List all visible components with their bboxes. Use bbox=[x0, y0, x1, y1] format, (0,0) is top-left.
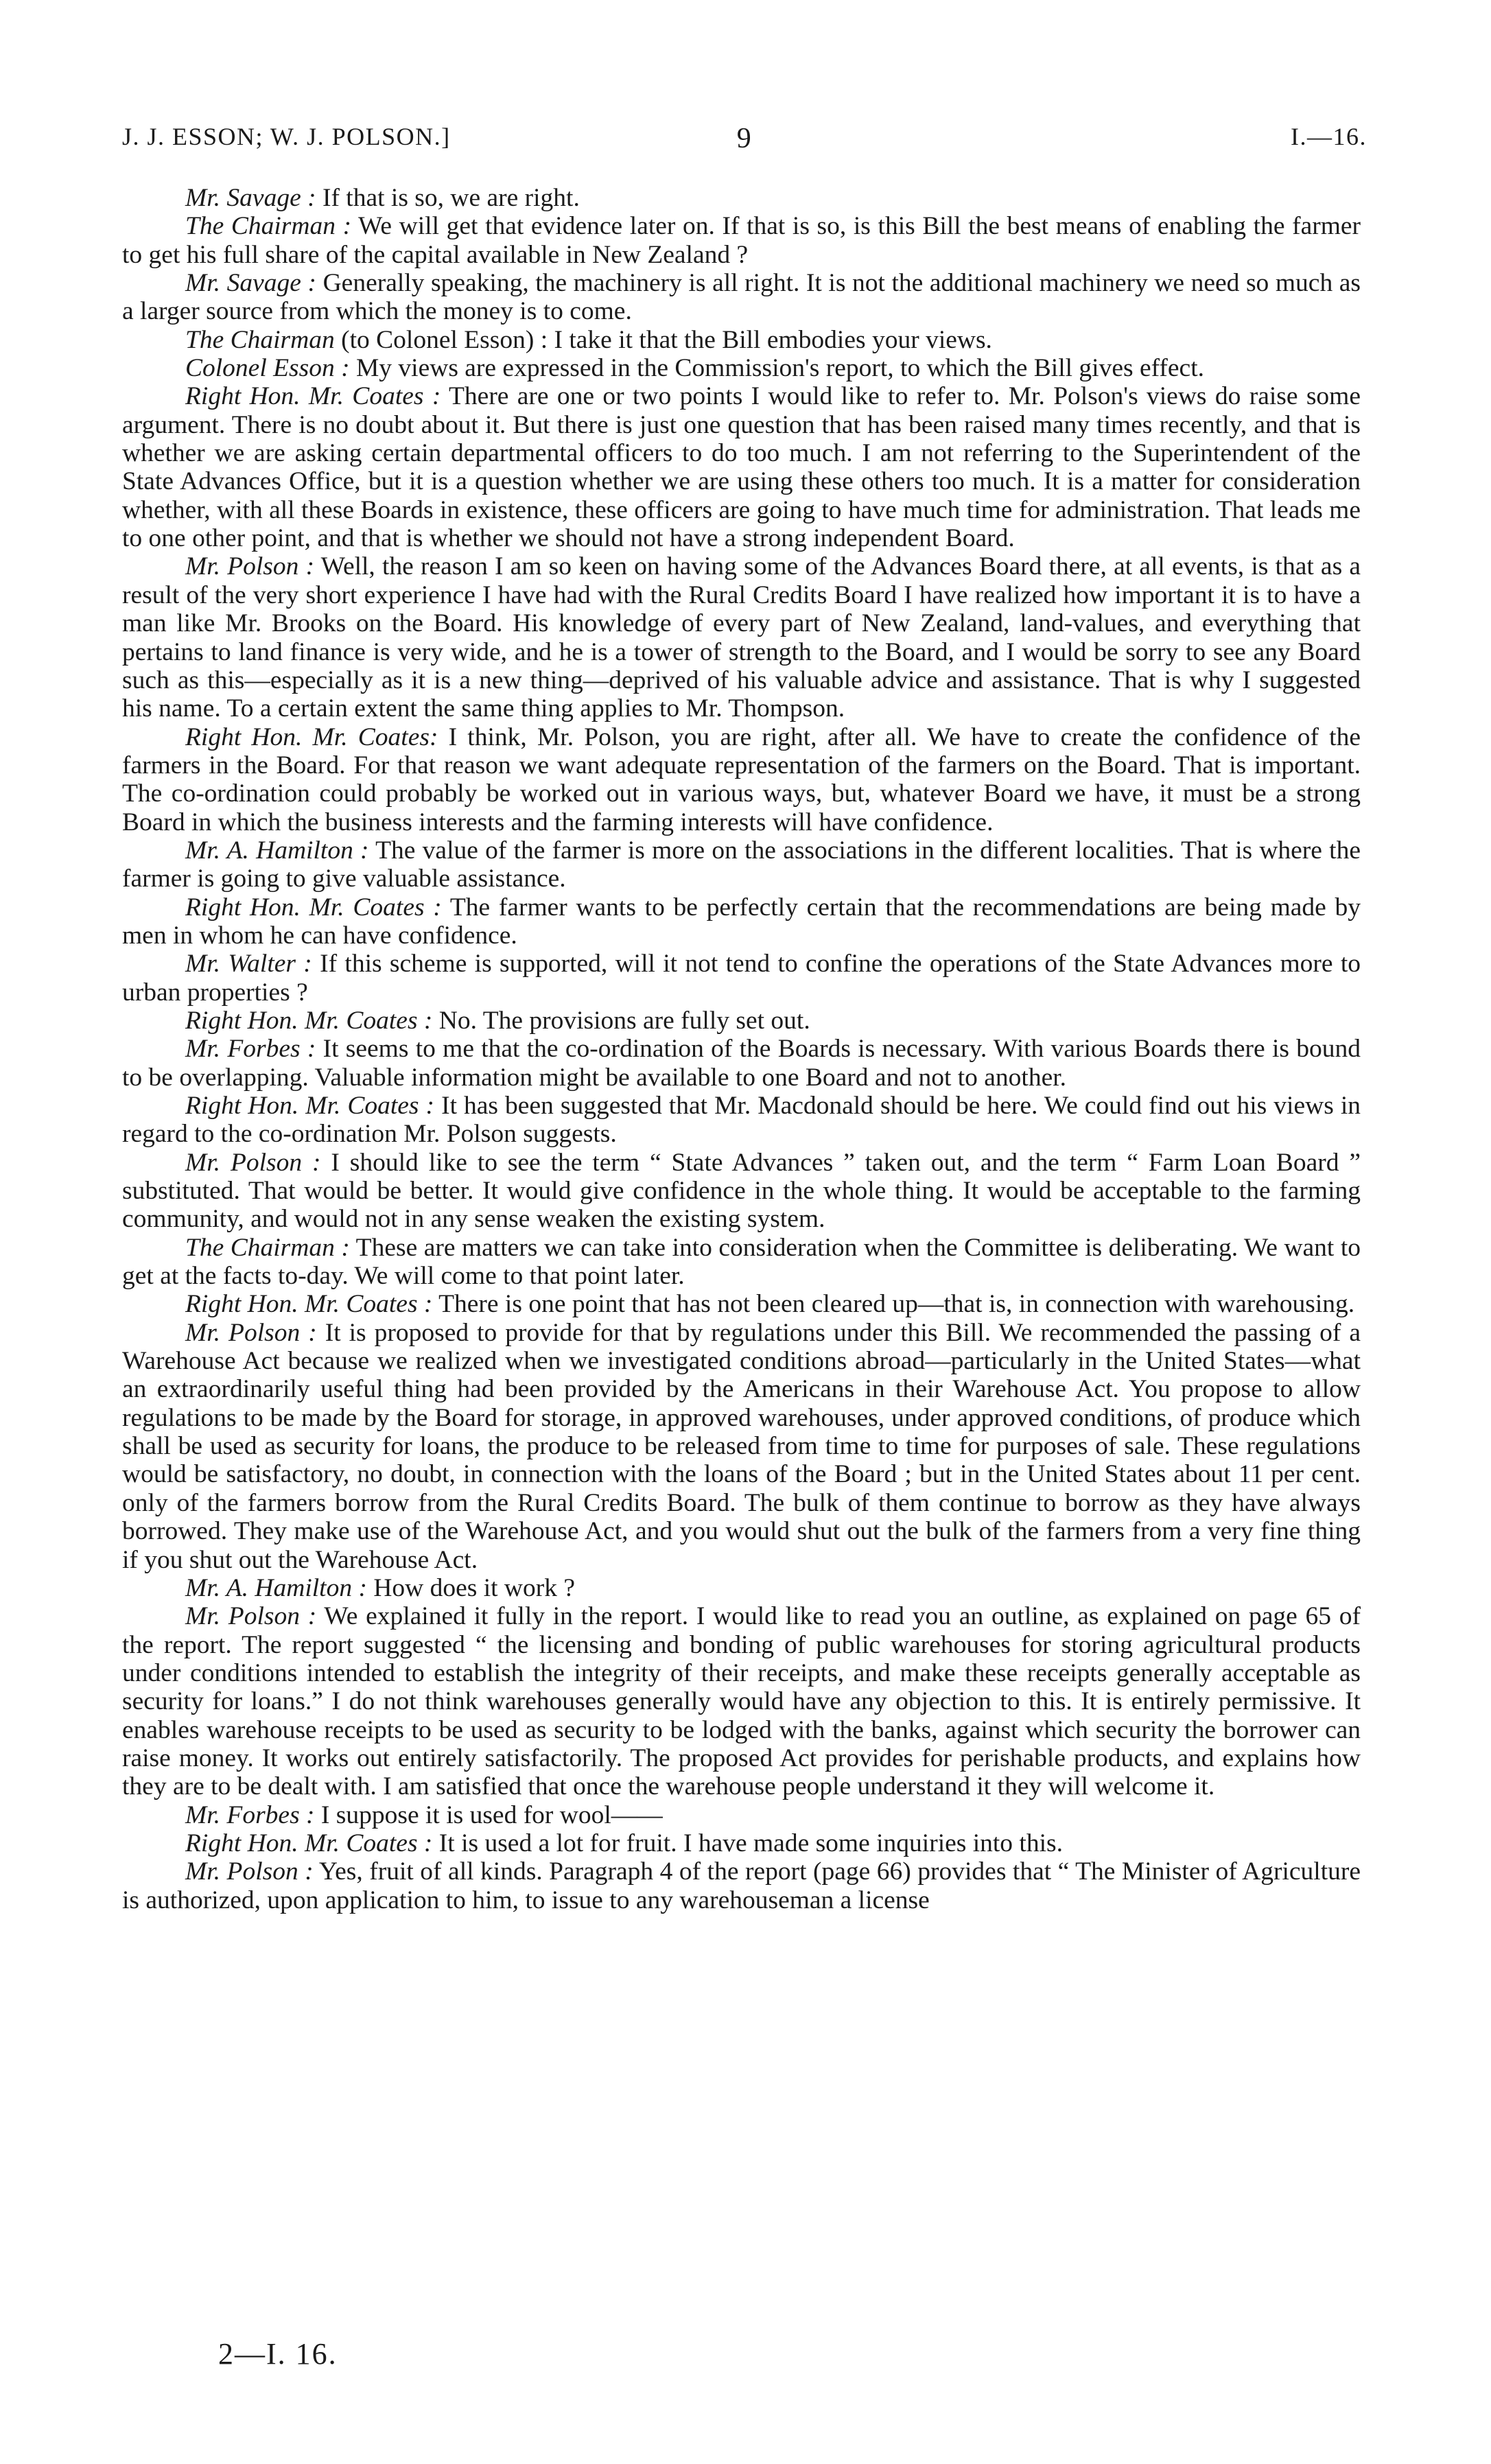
paragraph-text: How does it work ? bbox=[373, 1573, 576, 1602]
paragraph-text: There is one point that has not been cleared up—that is, in connection with warehousing. bbox=[438, 1290, 1355, 1319]
speaker: Right Hon. Mr. Coates : bbox=[185, 893, 442, 922]
speaker: Right Hon. Mr. Coates: bbox=[185, 723, 438, 751]
paragraph bbox=[122, 1234, 1361, 1291]
paragraph bbox=[122, 1035, 1361, 1092]
paragraph bbox=[122, 326, 1361, 354]
speaker: Mr. Forbes : bbox=[185, 1800, 315, 1829]
paragraph-text: (to Colonel Esson) : I take it that the Bill embodies your views. bbox=[341, 325, 992, 354]
paragraph-text: It is proposed to provide for that by regulations under this Bill. We recommended the passing of a Warehouse Act because we realized when we investigated conditions abroad—particularly in the United States—what an extraordinarily useful thing had been provided by the Americans in their Warehouse Act. You propose to allow regulations to be made by the Board for storage, in approved warehouses, under approved conditions, of produce which shall be used as security for loans, the produce to be released from time to time for purposes of sale. These regulations would be satisfactory, no doubt, in connection with the loans of the Board ; but in the United States about 11 per cent. only of the farmers borrow from the Rural Credits Board. The bulk of them continue to borrow as they have always borrowed. They make use of the Warehouse Act, and you would shut out the bulk of the farmers from a very fine thing if you shut out the Warehouse Act. bbox=[122, 1318, 1361, 1574]
paragraph-text: No. The provisions are fully set out. bbox=[438, 1006, 810, 1035]
speaker: Mr. Savage : bbox=[185, 184, 316, 212]
paragraph-text: It is used a lot for fruit. I have made some inquiries into this. bbox=[438, 1829, 1063, 1857]
paragraph bbox=[122, 1829, 1361, 1857]
paragraph-text: I suppose it is used for wool—— bbox=[320, 1800, 663, 1829]
paragraph-text: It has been suggested that Mr. Macdonald should be here. We could find out his views in regard to the co-ordination Mr. Polson suggests. bbox=[122, 1092, 1361, 1149]
paragraph bbox=[122, 1007, 1361, 1035]
speaker: Mr. Polson : bbox=[185, 552, 315, 581]
speaker: Right Hon. Mr. Coates : bbox=[185, 1829, 433, 1857]
header-witnesses: J. J. ESSON; W. J. POLSON.] bbox=[122, 123, 451, 150]
paragraph-text: I should like to see the term “ State Advances ” taken out, and the term “ Farm Loan Board ” substituted. That would be better. It would give confidence in the whole thing. It would be acceptable to the farming community, and would not in any sense weaken the existing system. bbox=[122, 1148, 1361, 1234]
speaker: Colonel Esson : bbox=[185, 354, 350, 383]
speaker: The Chairman bbox=[185, 325, 335, 354]
speaker: Mr. Polson : bbox=[185, 1857, 314, 1886]
paragraph-text: I think, Mr. Polson, you are right, after all. We have to create the confidence of the farmers in the Board. For that reason we want adequate representation of the farmers on the Board. That is important. The co-ordination could probably be worked out in various ways, but, whatever Board we have, it must be a strong Board in which the business interests and the farming interests will have confidence. bbox=[122, 723, 1361, 836]
paragraph bbox=[122, 382, 1361, 552]
speaker: Mr. Polson : bbox=[185, 1318, 317, 1347]
paragraph bbox=[122, 552, 1361, 723]
paragraph bbox=[122, 836, 1361, 893]
sheet-signature: 2—I. 16. bbox=[218, 2337, 338, 2371]
speaker: Mr. Walter : bbox=[185, 950, 312, 978]
page-number: 9 bbox=[736, 123, 753, 154]
paragraph-text: If that is so, we are right. bbox=[322, 184, 580, 212]
paragraph bbox=[122, 893, 1361, 950]
paragraph bbox=[122, 1602, 1361, 1800]
paragraph bbox=[122, 354, 1361, 382]
speaker: Right Hon. Mr. Coates : bbox=[185, 1290, 433, 1319]
speaker: The Chairman : bbox=[185, 212, 352, 241]
speaker: Right Hon. Mr. Coates : bbox=[185, 382, 441, 411]
paragraph bbox=[122, 1092, 1361, 1149]
paragraph-text: We explained it fully in the report. I would like to read you an outline, as explained on page 65 of the report. The report suggested “ the licensing and bonding of public warehouses for storing agricultural products under conditions intended to establish the integrity of their receipts, and make these receipts generally acceptable as security for loans.” I do not think warehouses generally would have any objection to this. It is entirely permissive. It enables warehouse receipts to be used as security to be lodged with the banks, against which security the borrower can raise money. It works out entirely satisfactorily. The proposed Act provides for perishable products, and explains how they are to be dealt with. I am satisfied that once the warehouse people understand it they will welcome it. bbox=[122, 1602, 1361, 1801]
paragraph bbox=[122, 1574, 1361, 1602]
paragraph-text: My views are expressed in the Commission's report, to which the Bill gives effect. bbox=[355, 354, 1204, 383]
speaker: Mr. A. Hamilton : bbox=[185, 836, 369, 865]
header-paper-ref: I.—16. bbox=[1291, 123, 1367, 150]
paragraph bbox=[122, 950, 1361, 1007]
paragraph bbox=[122, 1319, 1361, 1574]
paragraph-text: It seems to me that the co-ordination of the Boards is necessary. With various Boards there is bound to be overlapping. Valuable information might be available to one Board and not to another. bbox=[122, 1035, 1361, 1092]
paragraph-text: The farmer wants to be perfectly certain that the recommendations are being made by men in whom he can have confidence. bbox=[122, 893, 1361, 950]
paragraph bbox=[122, 184, 1361, 212]
paragraph bbox=[122, 1801, 1361, 1829]
paragraph-text: We will get that evidence later on. If that is so, is this Bill the best means of enabling the farmer to get his full share of the capital available in New Zealand ? bbox=[122, 212, 1361, 269]
paragraph-text: These are matters we can take into consideration when the Committee is deliberating. We want to get at the facts to-day. We will come to that point later. bbox=[122, 1233, 1361, 1291]
paragraph bbox=[122, 212, 1361, 269]
running-header bbox=[122, 122, 1367, 163]
paragraph-text: Yes, fruit of all kinds. Paragraph 4 of the report (page 66) provides that “ The Minister of Agriculture is authorized, upon application to him, to issue to any warehouseman a license bbox=[122, 1857, 1361, 1914]
paragraph-text: If this scheme is supported, will it not tend to confine the operations of the State Advances more to urban properties ? bbox=[122, 950, 1361, 1007]
paragraph-text: Generally speaking, the machinery is all right. It is not the additional machinery we need so much as a larger source from which the money is to come. bbox=[122, 269, 1361, 326]
speaker: Mr. Polson : bbox=[185, 1602, 317, 1631]
paragraph-text: There are one or two points I would like to refer to. Mr. Polson's views do raise some argument. There is no doubt about it. But there is just one question that has been raised many times recently, and that is whether we are asking certain departmental officers to do too much. I am not referring to the Superintendent of the State Advances Office, but it is a question whether we are using these others too much. It is a matter for consideration whether, with all these Boards in existence, these officers are going to have much time for administration. That leads me to one other point, and that is whether we should not have a strong independent Board. bbox=[122, 382, 1361, 553]
speaker: Mr. Forbes : bbox=[185, 1035, 316, 1064]
speaker: Mr. Savage : bbox=[185, 269, 316, 298]
paragraph bbox=[122, 1149, 1361, 1234]
speaker: Right Hon. Mr. Coates : bbox=[185, 1092, 435, 1120]
paragraph bbox=[122, 1290, 1361, 1318]
paragraph bbox=[122, 1857, 1361, 1914]
speaker: The Chairman : bbox=[185, 1233, 350, 1262]
paragraph-text: Well, the reason I am so keen on having some of the Advances Board there, at all events, is that as a result of the very short experience I have had with the Rural Credits Board I have realized how important it is to have a man like Mr. Brooks on the Board. His knowledge of every part of New Zealand, land-values, and everything that pertains to land finance is very wide, and he is a tower of strength to the Board, and I would be sorry to see any Board such as this—especially as it is a new thing—deprived of his valuable advice and assistance. That is why I suggested his name. To a certain extent the same thing applies to Mr. Thompson. bbox=[122, 552, 1361, 723]
speaker: Right Hon. Mr. Coates : bbox=[185, 1006, 433, 1035]
paragraph bbox=[122, 723, 1361, 836]
paragraph bbox=[122, 269, 1361, 326]
speaker: Mr. Polson : bbox=[185, 1148, 321, 1177]
speaker: Mr. A. Hamilton : bbox=[185, 1573, 367, 1602]
document-body bbox=[122, 184, 1361, 1914]
paragraph-text: The value of the farmer is more on the associations in the different localities. That is where the farmer is going to give valuable assistance. bbox=[122, 836, 1361, 893]
